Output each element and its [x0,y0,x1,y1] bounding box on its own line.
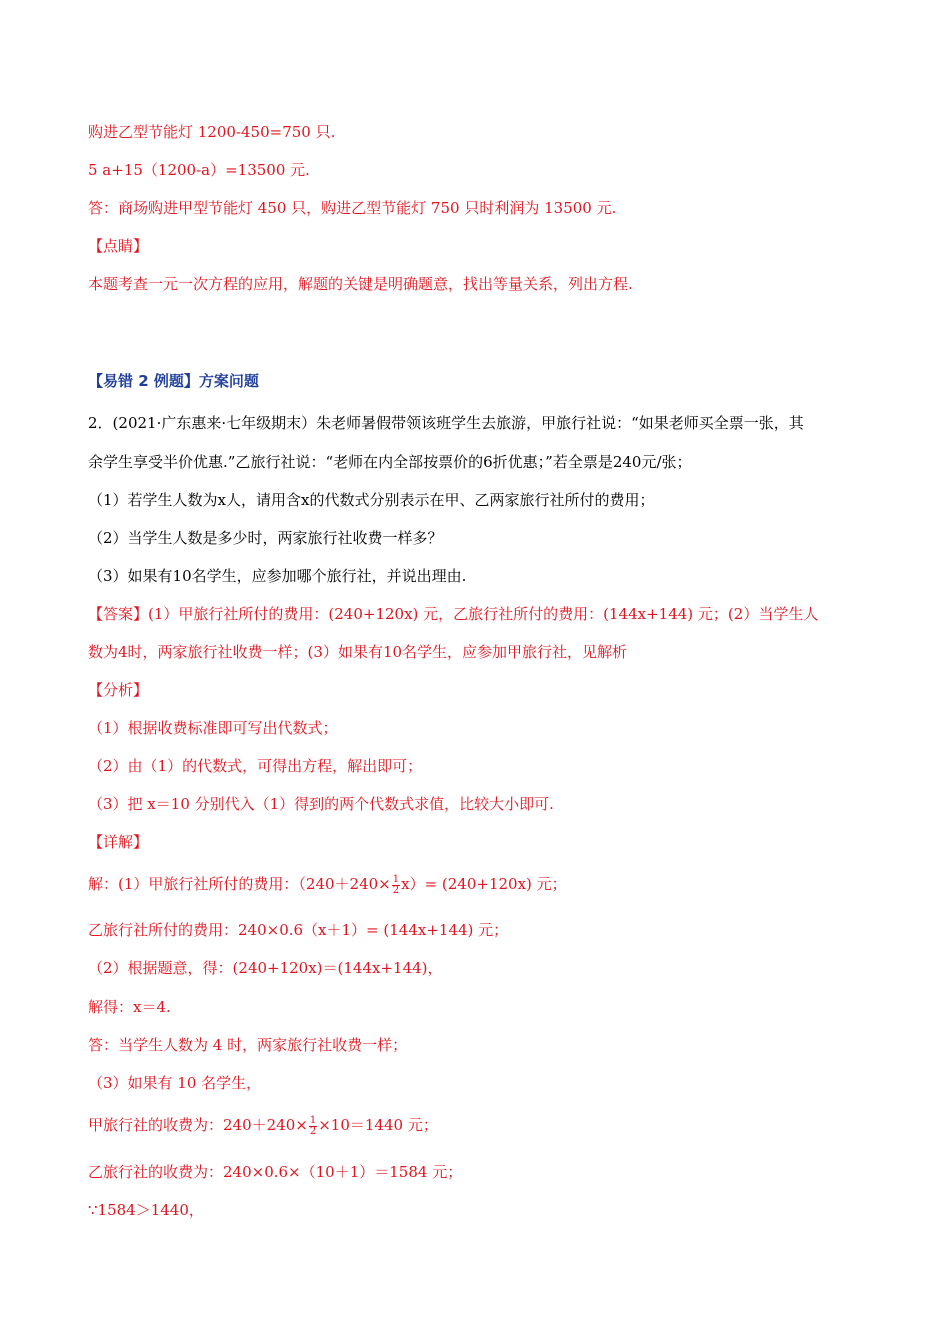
detail-line-4: 解得：x＝4. [88,998,171,1016]
detail-line-1-prefix: 解：(1）甲旅行社所付的费用：（240＋240× [88,875,391,893]
answer-line-2: 数为4时，两家旅行社收费一样；(3）如果有10名学生，应参加甲旅行社，见解析 [88,643,628,661]
question-3: （3）如果有10名学生，应参加哪个旅行社，并说出理由. [88,567,467,585]
detail-line-1 [88,872,890,896]
detail-line-1-suffix: x）= (240+120x) 元； [401,875,567,893]
detail-line-8: 乙旅行社的收费为：240×0.6×（10＋1）＝1584 元； [88,1163,463,1181]
fraction-denominator: 2 [392,884,400,896]
half-fraction [392,875,400,896]
detail-line-7-prefix: 甲旅行社的收费为：240＋240× [88,1116,308,1134]
problem-stem-line-2: 余学生享受半价优惠.”乙旅行社说：“老师在内全部按票价的6折优惠；”若全票是240元/张； [88,453,692,471]
section-title: 【易错 2 例题】方案问题 [88,372,259,390]
analysis-step-1: （1）根据收费标准即可写出代数式； [88,719,338,737]
solution-line-1: 购进乙型节能灯 1200-450=750 只. [88,123,336,141]
problem-stem-line-1: 2．(2021·广东惠来·七年级期末）朱老师暑假带领该班学生去旅游，甲旅行社说：“如果老师买全票一张，其 [88,414,804,432]
half-fraction-2 [309,1116,317,1137]
detail-label: 【详解】 [88,833,149,851]
comment-text: 本题考查一元一次方程的应用，解题的关键是明确题意，找出等量关系，列出方程. [88,275,633,293]
fraction-denominator-2: 2 [309,1125,317,1137]
fraction-numerator-2: 1 [309,1114,317,1126]
answer-line-1: 【答案】(1）甲旅行社所付的费用：(240+120x) 元，乙旅行社所付的费用：(144x+144) 元；(2）当学生人 [88,605,819,623]
detail-line-5: 答：当学生人数为 4 时，两家旅行社收费一样； [88,1036,408,1054]
detail-line-7 [88,1113,890,1137]
detail-line-9: ∵1584＞1440， [88,1201,204,1219]
detail-line-7-suffix: ×10＝1440 元； [318,1116,438,1134]
solution-answer: 答：商场购进甲型节能灯 450 只，购进乙型节能灯 750 只时利润为 13500 元. [88,199,617,217]
analysis-step-2: （2）由（1）的代数式，可得出方程，解出即可； [88,757,423,775]
analysis-label: 【分析】 [88,681,149,699]
question-1: （1）若学生人数为x人，请用含x的代数式分别表示在甲、乙两家旅行社所付的费用； [88,491,655,509]
detail-line-6: （3）如果有 10 名学生， [88,1074,262,1092]
fraction-numerator: 1 [392,873,400,885]
detail-line-2: 乙旅行社所付的费用：240×0.6（x＋1）= (144x+144) 元； [88,921,509,939]
question-2: （2）当学生人数是多少时，两家旅行社收费一样多？ [88,529,443,547]
solution-line-2: 5 a+15（1200-a）=13500 元. [88,161,310,179]
comment-label: 【点睛】 [88,237,149,255]
analysis-step-3: （3）把 x＝10 分别代入（1）得到的两个代数式求值，比较大小即可. [88,795,554,813]
detail-line-3: （2）根据题意，得：(240+120x)＝(144x+144)， [88,959,443,977]
